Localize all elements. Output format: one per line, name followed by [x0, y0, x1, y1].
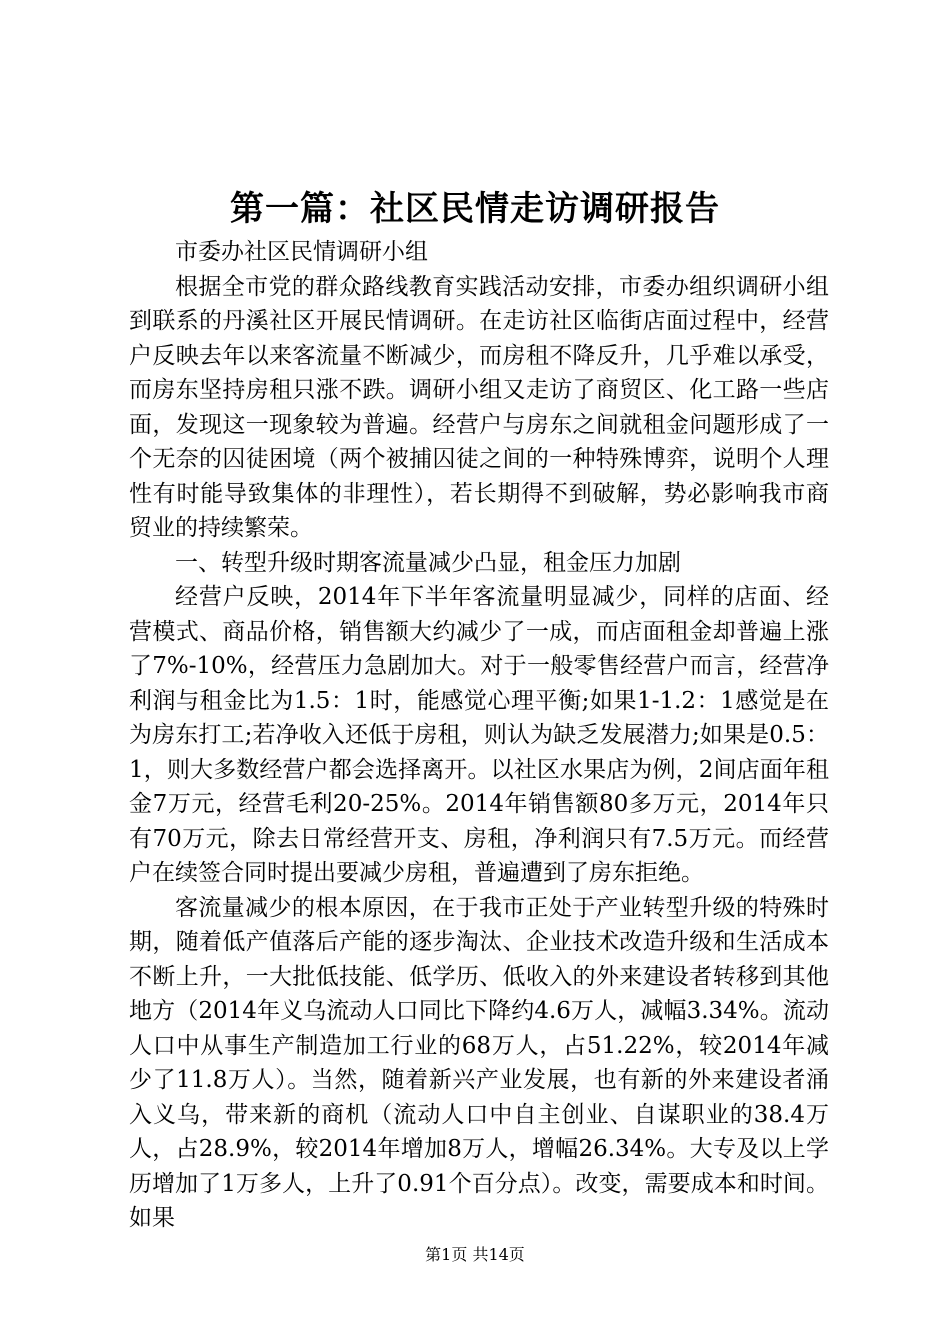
paragraph: 客流量减少的根本原因，在于我市正处于产业转型升级的特殊时期，随着低产值落后产能的逐步淘汰、企业技术改造升级和生活成本不断上升，一大批低技能、低学历、低收入的外来建设者转移到其他地方（2014年义乌流动人口同比下降约4.6万人，减幅3.34%。流动人口中从事生产制造加工行业的68万人，占51.22%，较2014年减少了11.8万人）。当然，随着新兴产业发展，也有新的外来建设者涌入义乌，带来新的商机（流动人口中自主创业、自谋职业的38.4万人，占28.9%，较2014年增加8万人，增幅26.34%。大专及以上学历增加了1万多人，上升了0.91个百分点）。改变，需要成本和时间。如果	[129, 894, 829, 1231]
section-heading: 一、转型升级时期客流量减少凸显，租金压力加剧	[175, 549, 681, 576]
paragraph: 经营户反映，2014年下半年客流量明显减少，同样的店面、经营模式、商品价格，销售额大约减少了一成，而店面租金却普遍上涨了7%-10%，经营压力急剧加大。对于一般零售经营户而言，经营净利润与租金比为1.5：1时，能感觉心理平衡;如果1-1.2：1感觉是在为房东打工;若净收入还低于房租，则认为缺乏发展潜力;如果是0.5：1，则大多数经营户都会选择离开。以社区水果店为例，2间店面年租金7万元，经营毛利20-25%。2014年销售额80多万元，2014年只有70万元，除去日常经营开支、房租，净利润只有7.5万元。而经营户在续签合同时提出要减少房租，普遍遭到了房东拒绝。	[129, 584, 829, 886]
author-line: 市委办社区民情调研小组	[175, 239, 428, 265]
page-footer: 第1页 共14页	[425, 1245, 525, 1264]
page-title: 第一篇：社区民情走访调研报告	[230, 189, 720, 229]
document-body	[129, 235, 829, 1236]
paragraph: 根据全市党的群众路线教育实践活动安排，市委办组织调研小组到联系的丹溪社区开展民情调研。在走访社区临街店面过程中，经营户反映去年以来客流量不断减少，而房租不降反升，几乎难以承受，而房东坚持房租只涨不跌。调研小组又走访了商贸区、化工路一些店面，发现这一现象较为普遍。经营户与房东之间就租金问题形成了一个无奈的囚徒困境（两个被捕囚徒之间的一种特殊博弈，说明个人理性有时能导致集体的非理性），若长期得不到破解，势必影响我市商贸业的持续繁荣。	[129, 273, 829, 541]
